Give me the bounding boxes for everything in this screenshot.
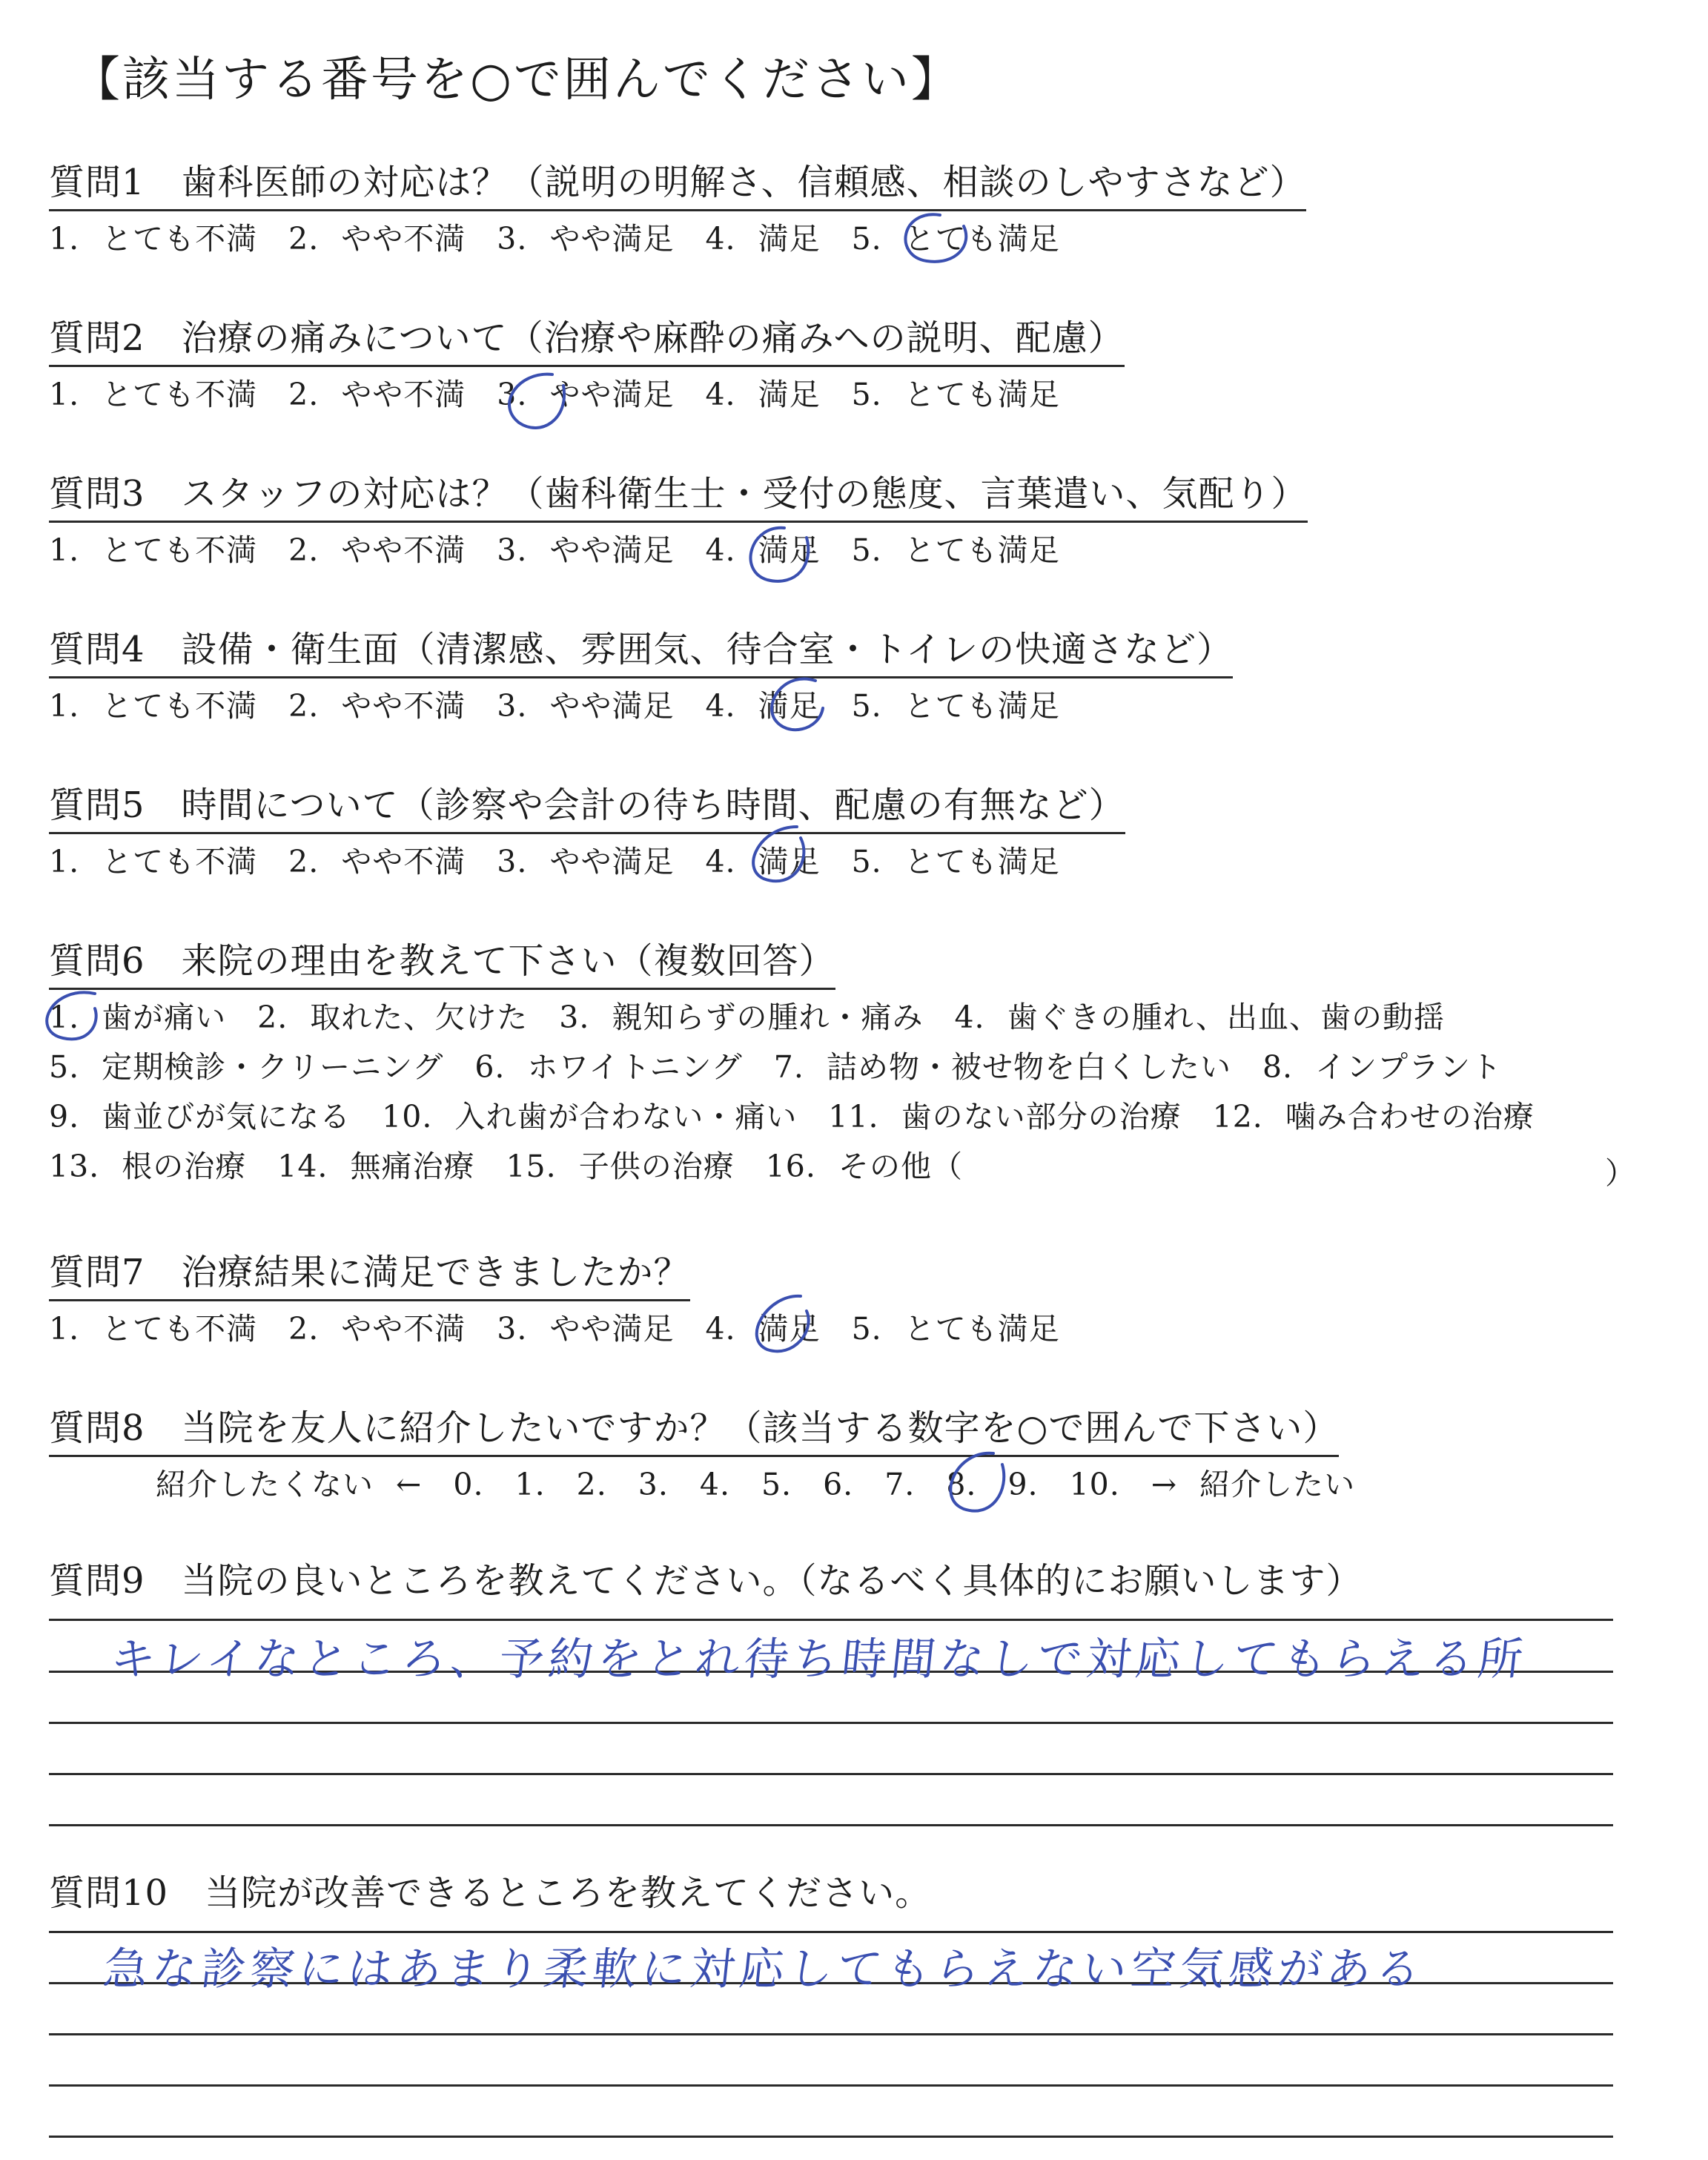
question-5-options[interactable]: 1. とても不満 2. やや不満 3. やや満足 4. 満足 5. とても満足 [49,844,1060,879]
question-7-options[interactable]: 1. とても不満 2. やや不満 3. やや満足 4. 満足 5. とても満足 [49,1311,1060,1347]
question-6-options-line-3[interactable]: 9. 歯並びが気になる 10. 入れ歯が合わない・痛い 11. 歯のない部分の治療 12. 噛み合わせの治療 [49,1099,1535,1135]
question-10-heading: 質問10 当院が改善できるところを教えてください。 [49,1872,932,1914]
answer-line [49,2084,1613,2087]
question-1-options[interactable]: 1. とても不満 2. やや不満 3. やや満足 4. 満足 5. とても満足 [49,221,1060,257]
answer-line [49,2033,1613,2035]
question-8-scale[interactable]: 紹介したくない ← 0. 1. 2. 3. 4. 5. 6. 7. 8. 9. 10. → 紹介したい [156,1467,1356,1502]
question-6-heading: 質問6 来院の理由を教えて下さい（複数回答） [49,940,835,990]
answer-line [49,1619,1613,1621]
question-1-heading: 質問1 歯科医師の対応は？（説明の明解さ、信頼感、相談のしやすさなど） [49,162,1306,211]
question-5-heading: 質問5 時間について（診察や会計の待ち時間、配慮の有無など） [49,785,1125,834]
answer-line [49,2136,1613,2138]
question-4-options[interactable]: 1. とても不満 2. やや不満 3. やや満足 4. 満足 5. とても満足 [49,688,1060,724]
question-6-other-close-paren: ） [1605,1155,1635,1191]
question-9-heading: 質問9 当院の良いところを教えてください。（なるべく具体的にお願いします） [49,1560,1363,1602]
question-3-options[interactable]: 1. とても不満 2. やや不満 3. やや満足 4. 満足 5. とても満足 [49,532,1060,568]
question-6-options-line-4[interactable]: 13. 根の治療 14. 無痛治療 15. 子供の治療 16. その他（ [49,1149,963,1184]
question-2-heading: 質問2 治療の痛みについて（治療や麻酔の痛みへの説明、配慮） [49,317,1125,367]
answer-line [49,1773,1613,1775]
answer-line [49,1931,1613,1933]
question-7-heading: 質問7 治療結果に満足できましたか？ [49,1252,690,1301]
question-4-heading: 質問4 設備・衛生面（清潔感、雰囲気、待合室・トイレの快適さなど） [49,629,1233,678]
question-8-heading: 質問8 当院を友人に紹介したいですか？（該当する数字を○で囲んで下さい） [49,1407,1339,1457]
question-3-heading: 質問3 スタッフの対応は？（歯科衛生士・受付の態度、言葉遣い、気配り） [49,473,1308,523]
question-10-handwritten-answer[interactable]: 急な診察にはあまり柔軟に対応してもらえない空気感がある [100,1943,1428,1995]
answer-line [49,1722,1613,1724]
question-6-options-line-2[interactable]: 5. 定期検診・クリーニング 6. ホワイトニング 7. 詰め物・被せ物を白くしたい 8. インプラント [49,1049,1503,1085]
answer-line [49,1824,1613,1826]
question-9-handwritten-answer[interactable]: キレイなところ、予約をとれ待ち時間なしで対応してもらえる所 [107,1634,1530,1685]
question-6-options-line-1[interactable]: 1. 歯が痛い 2. 取れた、欠けた 3. 親知らずの腫れ・痛み 4. 歯ぐきの腫れ、出血、歯の動揺 [49,1000,1446,1035]
question-2-options[interactable]: 1. とても不満 2. やや不満 3. やや満足 4. 満足 5. とても満足 [49,377,1060,412]
page-title: 【該当する番号を○で囲んでください】 [73,53,961,108]
